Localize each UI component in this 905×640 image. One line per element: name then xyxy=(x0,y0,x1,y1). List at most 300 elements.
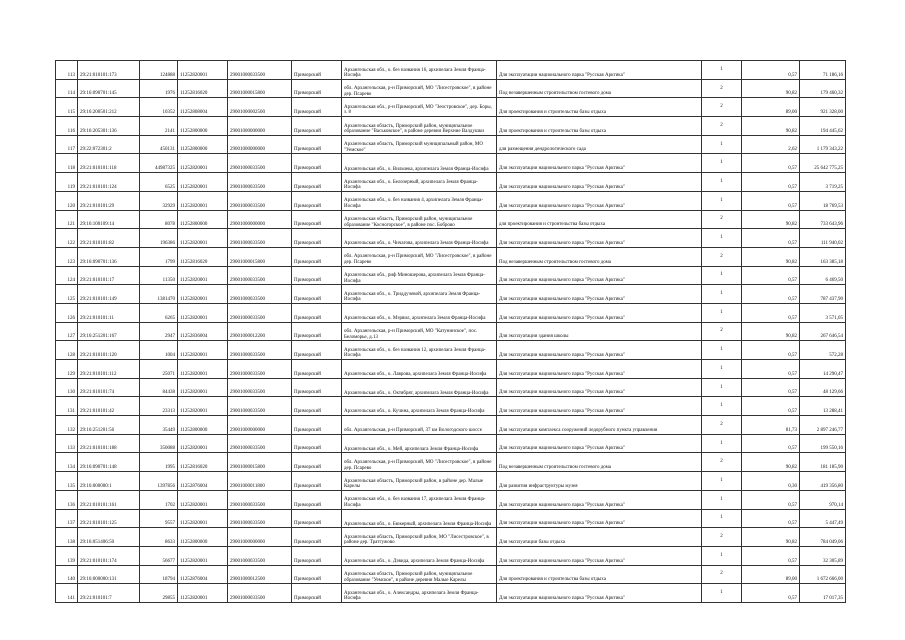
table-row xyxy=(56,509,846,528)
table-row xyxy=(56,247,846,266)
okato-code: 11252800000 xyxy=(178,416,228,435)
cadastral-number: 29:16:251201:56 xyxy=(78,416,140,435)
parcel-area: 29855 xyxy=(140,584,178,603)
okato-code: 11252800000 xyxy=(178,528,228,547)
category-code: 1 xyxy=(702,341,742,360)
district-name: Приморский xyxy=(292,378,342,397)
permitted-use: Для эксплуатации национального парка "Русская Арктика" xyxy=(497,303,702,322)
district-name: Приморский xyxy=(292,247,342,266)
amount-value: 572,28 xyxy=(800,341,846,360)
parcel-area: 11350 xyxy=(140,266,178,285)
table-row xyxy=(56,528,846,547)
category-code: 1 xyxy=(702,191,742,210)
table-row xyxy=(56,565,846,584)
rate-value: 0,57 xyxy=(742,61,800,80)
category-code: 1 xyxy=(702,378,742,397)
parcel-address: Архангельская обл., о. Александры, архипелага Земля Франца-Иосифа xyxy=(342,584,497,603)
rate-value: 0,57 xyxy=(742,490,800,509)
district-name: Приморский xyxy=(292,416,342,435)
district-name: Приморский xyxy=(292,135,342,154)
permitted-use: Для проектирования и строительства базы отдыха xyxy=(497,98,702,117)
amount-value: 18 769,53 xyxy=(800,191,846,210)
parcel-address: Архангельская обл., о. Вильчека, архипелага Земля Франца-Иосифа xyxy=(342,154,497,173)
okato-code: 11252820001 xyxy=(178,173,228,192)
cadastral-number: 29:21:010101:42 xyxy=(78,397,140,416)
parcel-address: обл. Архангельская, р-н Приморский, МО "Катунинское", пос. Беломорье, д.13 xyxy=(342,322,497,341)
parcel-area: 84438 xyxy=(140,378,178,397)
parcel-address: Архангельская обл., о. Чичагова, архипелага Земля Франца-Иосифа xyxy=(342,229,497,248)
okato-code: 11252820001 xyxy=(178,154,228,173)
amount-value: 5 447,49 xyxy=(800,509,846,528)
parcel-address: Архангельская область, Приморский муниципальный район, МО "Уемское" xyxy=(342,135,497,154)
district-name: Приморский xyxy=(292,229,342,248)
permitted-use: Для эксплуатации национального парка "Русская Арктика" xyxy=(497,360,702,379)
row-number: 117 xyxy=(56,135,78,154)
district-name: Приморский xyxy=(292,528,342,547)
district-name: Приморский xyxy=(292,61,342,80)
amount-value: 3 571,05 xyxy=(800,303,846,322)
district-name: Приморский xyxy=(292,285,342,304)
cadastral-number: 29:21:010101:188 xyxy=(78,434,140,453)
oktmo-code: 29001000033500 xyxy=(228,546,292,565)
row-number: 122 xyxy=(56,229,78,248)
table-row xyxy=(56,490,846,509)
district-name: Приморский xyxy=(292,210,342,229)
parcel-area: 1397856 xyxy=(140,472,178,491)
district-name: Приморский xyxy=(292,509,342,528)
parcel-area: 25071 xyxy=(140,360,178,379)
district-name: Приморский xyxy=(292,117,342,136)
permitted-use: Для эксплуатации национального парка "Русская Арктика" xyxy=(497,154,702,173)
permitted-use: Для эксплуатации здания школы xyxy=(497,322,702,341)
category-code: 2 xyxy=(702,117,742,136)
land-parcels-table xyxy=(55,60,846,603)
row-number: 136 xyxy=(56,490,78,509)
permitted-use: Для эксплуатации национального парка "Русская Арктика" xyxy=(497,397,702,416)
parcel-address: Архангельская обл., о. Бюкерный, архипелага Земля Франца-Иосифа xyxy=(342,509,497,528)
table-row xyxy=(56,79,846,98)
cadastral-number: 29:16:100109:14 xyxy=(78,210,140,229)
parcel-area: 18794 xyxy=(140,565,178,584)
parcel-address: Архангельская обл., о. Дэвида, архипелага Земля Франца-Иосифа xyxy=(342,546,497,565)
amount-value: 179 460,32 xyxy=(800,79,846,98)
row-number: 137 xyxy=(56,509,78,528)
okato-code: 11252820001 xyxy=(178,434,228,453)
oktmo-code: 29001000015800 xyxy=(228,247,292,266)
parcel-area: 1702 xyxy=(140,490,178,509)
table-row xyxy=(56,191,846,210)
cadastral-number: 29:21:010101:161 xyxy=(78,490,140,509)
permitted-use: Для эксплуатации национального парка "Русская Арктика" xyxy=(497,378,702,397)
row-number: 134 xyxy=(56,453,78,472)
category-code: 1 xyxy=(702,266,742,285)
parcel-area: 450131 xyxy=(140,135,178,154)
permitted-use: Для эксплуатации национального парка "Русская Арктика" xyxy=(497,584,702,603)
oktmo-code: 29001000012500 xyxy=(228,565,292,584)
parcel-area: 44987325 xyxy=(140,154,178,173)
permitted-use: для проектирования и строительства базы отдыха xyxy=(497,210,702,229)
rate-value: 2,62 xyxy=(742,135,800,154)
cadastral-number: 29:21:010101:112 xyxy=(78,360,140,379)
permitted-use: Для эксплуатации национального парка "Русская Арктика" xyxy=(497,173,702,192)
amount-value: 267 646,54 xyxy=(800,322,846,341)
district-name: Приморский xyxy=(292,173,342,192)
table-row xyxy=(56,434,846,453)
table-row xyxy=(56,229,846,248)
oktmo-code: 29001000033500 xyxy=(228,154,292,173)
table-row xyxy=(56,266,846,285)
parcel-area: 35449 xyxy=(140,416,178,435)
district-name: Приморский xyxy=(292,79,342,98)
rate-value: 0,57 xyxy=(742,434,800,453)
parcel-address: Архангельская обл., о. без названия 12, архипелага Земля Франца-Иосифа xyxy=(342,341,497,360)
table-row xyxy=(56,584,846,603)
category-code: 1 xyxy=(702,61,742,80)
parcel-address: Архангельская обл., о. без названия 17, архипелага Земля Франца-Иосифа xyxy=(342,490,497,509)
row-number: 115 xyxy=(56,98,78,117)
rate-value: 90,82 xyxy=(742,247,800,266)
rate-value: 89,00 xyxy=(742,98,800,117)
table-row xyxy=(56,117,846,136)
table-row xyxy=(56,472,846,491)
rate-value: 0,57 xyxy=(742,191,800,210)
parcel-area: 23313 xyxy=(140,397,178,416)
parcel-area: 2141 xyxy=(140,117,178,136)
permitted-use: Для эксплуатации национального парка "Русская Арктика" xyxy=(497,191,702,210)
oktmo-code: 29001000000000 xyxy=(228,135,292,154)
table-row xyxy=(56,173,846,192)
permitted-use: Для эксплуатации национального парка "Русская Арктика" xyxy=(497,61,702,80)
rate-value: 89,00 xyxy=(742,565,800,584)
row-number: 114 xyxy=(56,79,78,98)
row-number: 124 xyxy=(56,266,78,285)
district-name: Приморский xyxy=(292,584,342,603)
cadastral-number: 29:21:010101:118 xyxy=(78,154,140,173)
okato-code: 11252820001 xyxy=(178,341,228,360)
amount-value: 970,14 xyxy=(800,490,846,509)
row-number: 118 xyxy=(56,154,78,173)
parcel-area: 9557 xyxy=(140,509,178,528)
rate-value: 90,82 xyxy=(742,79,800,98)
amount-value: 32 305,89 xyxy=(800,546,846,565)
okato-code: 11252820001 xyxy=(178,378,228,397)
row-number: 130 xyxy=(56,378,78,397)
cadastral-number: 29:21:010101:173 xyxy=(78,61,140,80)
table-row xyxy=(56,135,846,154)
cadastral-number: 29:16:051406:50 xyxy=(78,528,140,547)
permitted-use: Для эксплуатации национального парка "Русская Арктика" xyxy=(497,509,702,528)
district-name: Приморский xyxy=(292,472,342,491)
parcel-address: Архангельская обл., о. Триддучевой, архипелага Земля Франца-Иосифа xyxy=(342,285,497,304)
table-row xyxy=(56,416,846,435)
parcel-address: Архангельская область, Приморский район, муниципальное образование "Косногорское", в районе пос. Боброво xyxy=(342,210,497,229)
category-code: 2 xyxy=(702,98,742,117)
cadastral-number: 29:16:090701:148 xyxy=(78,453,140,472)
parcel-address: обл. Архангельская, р-н Приморский, МО "Лисестровское", в районе дер. Псарево xyxy=(342,247,497,266)
category-code: 2 xyxy=(702,322,742,341)
oktmo-code: 29001000033500 xyxy=(228,266,292,285)
parcel-address: Архангельская обл., о. Мэрвил, архипелага Земля Франца-Иосифа xyxy=(342,303,497,322)
oktmo-code: 29001000033500 xyxy=(228,303,292,322)
oktmo-code: 29001000015800 xyxy=(228,453,292,472)
amount-value: 71 186,16 xyxy=(800,61,846,80)
district-name: Приморский xyxy=(292,397,342,416)
row-number: 140 xyxy=(56,565,78,584)
amount-value: 199 550,16 xyxy=(800,434,846,453)
okato-code: 11252820001 xyxy=(178,191,228,210)
category-code: 2 xyxy=(702,247,742,266)
rate-value: 0,57 xyxy=(742,584,800,603)
cadastral-number: 29:16:000000:131 xyxy=(78,565,140,584)
table-row xyxy=(56,453,846,472)
district-name: Приморский xyxy=(292,434,342,453)
table-row xyxy=(56,210,846,229)
table-row xyxy=(56,378,846,397)
permitted-use: Для развития инфраструктуры музея xyxy=(497,472,702,491)
category-code: 2 xyxy=(702,453,742,472)
rate-value: 0,57 xyxy=(742,397,800,416)
oktmo-code: 29001000033500 xyxy=(228,191,292,210)
category-code: 1 xyxy=(702,546,742,565)
oktmo-code: 29001000000000 xyxy=(228,117,292,136)
parcel-address: Архангельская обл., о. Мей, архипелага Земля Франца-Иосифа xyxy=(342,434,497,453)
amount-value: 1 672 666,00 xyxy=(800,565,846,584)
table-row xyxy=(56,546,846,565)
amount-value: 6 469,50 xyxy=(800,266,846,285)
category-code: 1 xyxy=(702,173,742,192)
row-number: 139 xyxy=(56,546,78,565)
okato-code: 11252820001 xyxy=(178,229,228,248)
parcel-address: Архангельская обл., о. Октябрят, архипелага Земля Франца-Иосифа xyxy=(342,378,497,397)
parcel-address: обл. Архангельская, р-н Приморский, 37 км Вологодского шоссе xyxy=(342,416,497,435)
row-number: 116 xyxy=(56,117,78,136)
amount-value: 419 356,80 xyxy=(800,472,846,491)
oktmo-code: 29001000033500 xyxy=(228,341,292,360)
oktmo-code: 29001000011800 xyxy=(228,472,292,491)
parcel-area: 124888 xyxy=(140,61,178,80)
district-name: Приморский xyxy=(292,565,342,584)
rate-value: 0,57 xyxy=(742,266,800,285)
table-row xyxy=(56,341,846,360)
oktmo-code: 29001000033500 xyxy=(228,397,292,416)
rate-value: 90,82 xyxy=(742,322,800,341)
okato-code: 11252800000 xyxy=(178,135,228,154)
district-name: Приморский xyxy=(292,154,342,173)
table-row xyxy=(56,61,846,80)
parcel-area: 350088 xyxy=(140,434,178,453)
cadastral-number: 29:16:205301:136 xyxy=(78,117,140,136)
parcel-address: Архангельская обл., о. без названия 16, архипелага Земля Франца-Иосифа xyxy=(342,61,497,80)
okato-code: 11252820001 xyxy=(178,509,228,528)
category-code: 1 xyxy=(702,154,742,173)
category-code: 1 xyxy=(702,509,742,528)
parcel-area: 196386 xyxy=(140,229,178,248)
oktmo-code: 29001000000000 xyxy=(228,416,292,435)
permitted-use: Для эксплуатации национального парка "Русская Арктика" xyxy=(497,490,702,509)
category-code: 2 xyxy=(702,79,742,98)
district-name: Приморский xyxy=(292,546,342,565)
parcel-address: Архангельская обл., р-н Приморский, МО "Зеостровское", дер. Боры, з. 8 xyxy=(342,98,497,117)
category-code: 2 xyxy=(702,210,742,229)
rate-value: 0,57 xyxy=(742,303,800,322)
cadastral-number: 29:16:090701:145 xyxy=(78,79,140,98)
oktmo-code: 29001000015800 xyxy=(228,79,292,98)
okato-code: 11252820001 xyxy=(178,285,228,304)
table-row xyxy=(56,360,846,379)
permitted-use: Для проектирования и строительства базы отдыха xyxy=(497,117,702,136)
parcel-address: Архангельская область, Приморский район, в районе дер. Малые Карелы xyxy=(342,472,497,491)
permitted-use: Для эксплуатации национального парка "Русская Арктика" xyxy=(497,285,702,304)
okato-code: 11252820001 xyxy=(178,490,228,509)
oktmo-code: 29001000033500 xyxy=(228,490,292,509)
okato-code: 11252836004 xyxy=(178,322,228,341)
parcel-address: Архангельская область, Приморский район, МО "Лисестровское", в районе дер. Тратгужово xyxy=(342,528,497,547)
rate-value: 81,73 xyxy=(742,416,800,435)
parcel-address: Архангельская область, Приморский район, муниципальное образование "Уемское", в районе деревни Малые Карелы xyxy=(342,565,497,584)
permitted-use: Для проектирования и строительства базы отдыха xyxy=(497,565,702,584)
row-number: 138 xyxy=(56,528,78,547)
table-row xyxy=(56,285,846,304)
table-row xyxy=(56,98,846,117)
amount-value: 14 290,47 xyxy=(800,360,846,379)
district-name: Приморский xyxy=(292,191,342,210)
parcel-area: 1995 xyxy=(140,453,178,472)
parcel-address: обл. Архангельская, р-н Приморский, МО "Лисестровское", в районе дер. Псарево xyxy=(342,453,497,472)
okato-code: 11252800000 xyxy=(178,210,228,229)
district-name: Приморский xyxy=(292,360,342,379)
cadastral-number: 29:21:010101:29 xyxy=(78,191,140,210)
oktmo-code: 29001000002500 xyxy=(228,98,292,117)
district-name: Приморский xyxy=(292,341,342,360)
parcel-area: 1976 xyxy=(140,79,178,98)
category-code: 2 xyxy=(702,416,742,435)
parcel-address: Архангельская область, Приморский район, муниципальное образование "Васьковское", в районе деревни Верхние Валдушки xyxy=(342,117,497,136)
oktmo-code: 29001000033500 xyxy=(228,434,292,453)
permitted-use: Для эксплуатации национального парка "Русская Арктика" xyxy=(497,546,702,565)
category-code: 1 xyxy=(702,360,742,379)
cadastral-number: 29:21:010101:74 xyxy=(78,378,140,397)
amount-value: 17 017,35 xyxy=(800,584,846,603)
row-number: 135 xyxy=(56,472,78,491)
rate-value: 0,57 xyxy=(742,285,800,304)
cadastral-number: 29:16:200501:212 xyxy=(78,98,140,117)
district-name: Приморский xyxy=(292,453,342,472)
cadastral-number: 29:16:090701:136 xyxy=(78,247,140,266)
district-name: Приморский xyxy=(292,322,342,341)
cadastral-number: 29:21:010101:174 xyxy=(78,546,140,565)
parcel-area: 8633 xyxy=(140,528,178,547)
permitted-use: Под незавершенным строительством гостевого дома xyxy=(497,247,702,266)
row-number: 129 xyxy=(56,360,78,379)
oktmo-code: 29001000033500 xyxy=(228,509,292,528)
rate-value: 90,82 xyxy=(742,117,800,136)
parcel-address: Архангельская обл., о. Кучина, архипелага Земля Франца-Иосифа xyxy=(342,397,497,416)
category-code: 1 xyxy=(702,135,742,154)
amount-value: 787 437,90 xyxy=(800,285,846,304)
district-name: Приморский xyxy=(292,490,342,509)
cadastral-number: 29:21:010101:125 xyxy=(78,509,140,528)
oktmo-code: 29001000012200 xyxy=(228,322,292,341)
category-code: 1 xyxy=(702,472,742,491)
district-name: Приморский xyxy=(292,266,342,285)
row-number: 126 xyxy=(56,303,78,322)
okato-code: 11252820001 xyxy=(178,360,228,379)
amount-value: 784 049,06 xyxy=(800,528,846,547)
rate-value: 0,57 xyxy=(742,360,800,379)
cadastral-number: 29:21:010101:17 xyxy=(78,266,140,285)
permitted-use: для размещения дендрологического сада xyxy=(497,135,702,154)
district-name: Приморский xyxy=(292,303,342,322)
okato-code: 11252808004 xyxy=(178,98,228,117)
parcel-area: 1799 xyxy=(140,247,178,266)
permitted-use: Для эксплуатации комплекса сооружений ледорубного пункта управления xyxy=(497,416,702,435)
permitted-use: Для эксплуатации базы отдыха xyxy=(497,528,702,547)
parcel-address: Архангельская обл., о. без названия 4, архипелага Земля Франца-Иосифа xyxy=(342,191,497,210)
okato-code: 11252876004 xyxy=(178,472,228,491)
table-row xyxy=(56,397,846,416)
rate-value: 90,82 xyxy=(742,453,800,472)
rate-value: 0,57 xyxy=(742,229,800,248)
amount-value: 48 129,66 xyxy=(800,378,846,397)
cadastral-number: 29:21:010101:7 xyxy=(78,584,140,603)
rate-value: 0,30 xyxy=(742,472,800,491)
amount-value: 111 940,02 xyxy=(800,229,846,248)
cadastral-number: 29:16:251201:167 xyxy=(78,322,140,341)
rate-value: 0,57 xyxy=(742,509,800,528)
permitted-use: Под незавершенным строительством гостевого дома xyxy=(497,79,702,98)
okato-code: 11252820001 xyxy=(178,397,228,416)
amount-value: 13 288,41 xyxy=(800,397,846,416)
amount-value: 2 897 246,77 xyxy=(800,416,846,435)
rate-value: 90,82 xyxy=(742,528,800,547)
parcel-area: 6265 xyxy=(140,303,178,322)
oktmo-code: 29001000033500 xyxy=(228,378,292,397)
rate-value: 90,82 xyxy=(742,210,800,229)
parcel-address: Архангельская обл., о. Белозерный, архипелага Земля Франца-Иосифа xyxy=(342,173,497,192)
rate-value: 0,57 xyxy=(742,154,800,173)
oktmo-code: 29001000033500 xyxy=(228,285,292,304)
parcel-area: 32929 xyxy=(140,191,178,210)
row-number: 113 xyxy=(56,61,78,80)
permitted-use: Для эксплуатации национального парка "Русская Арктика" xyxy=(497,434,702,453)
cadastral-number: 29:21:010101:124 xyxy=(78,173,140,192)
parcel-address: Архангельская обл., риф Миношерова, архипелага Земля Франца-Иосифа xyxy=(342,266,497,285)
okato-code: 11252800000 xyxy=(178,117,228,136)
oktmo-code: 29001000033500 xyxy=(228,173,292,192)
row-number: 133 xyxy=(56,434,78,453)
category-code: 2 xyxy=(702,565,742,584)
row-number: 127 xyxy=(56,322,78,341)
category-code: 1 xyxy=(702,285,742,304)
table-row xyxy=(56,322,846,341)
okato-code: 11252820001 xyxy=(178,303,228,322)
okato-code: 11252876004 xyxy=(178,565,228,584)
row-number: 119 xyxy=(56,173,78,192)
amount-value: 181 185,90 xyxy=(800,453,846,472)
cadastral-number: 29:16:000000:1 xyxy=(78,472,140,491)
rate-value: 0,57 xyxy=(742,378,800,397)
parcel-area: 2947 xyxy=(140,322,178,341)
okato-code: 11252820001 xyxy=(178,546,228,565)
okato-code: 11252816020 xyxy=(178,247,228,266)
category-code: 2 xyxy=(702,528,742,547)
okato-code: 11252820001 xyxy=(178,584,228,603)
okato-code: 11252820001 xyxy=(178,61,228,80)
row-number: 128 xyxy=(56,341,78,360)
cadastral-number: 29:21:010101:82 xyxy=(78,229,140,248)
amount-value: 25 642 775,25 xyxy=(800,154,846,173)
parcel-area: 56677 xyxy=(140,546,178,565)
